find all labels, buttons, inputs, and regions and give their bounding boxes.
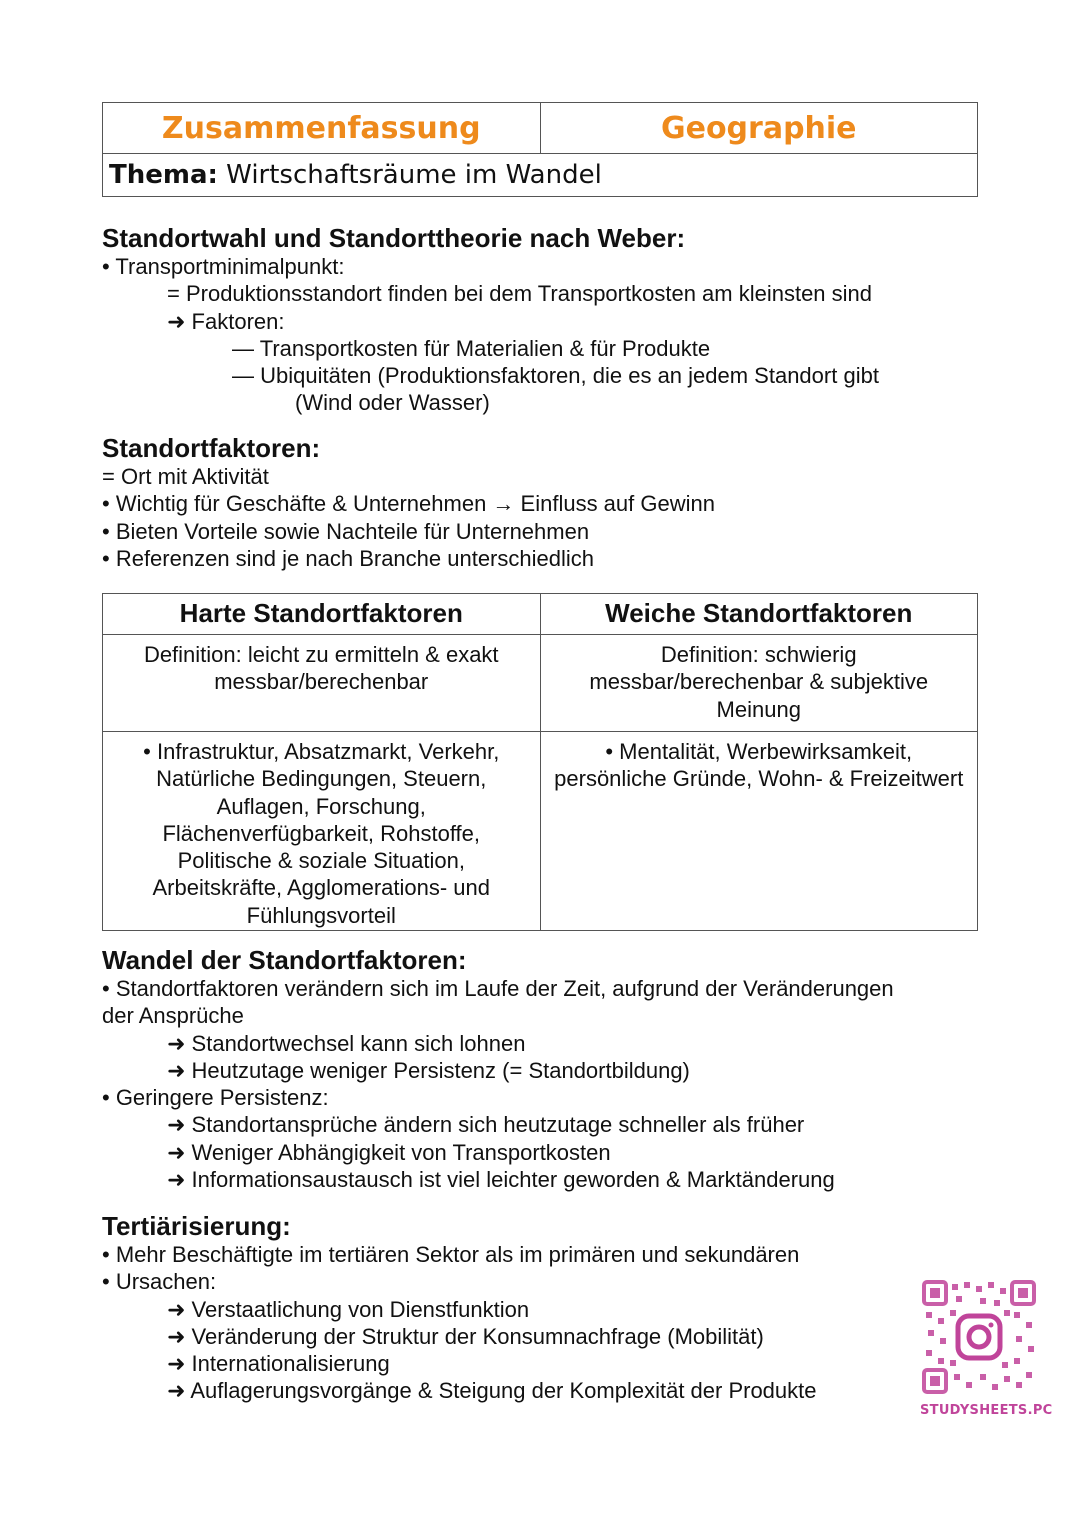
list-item: ➜ Auflagerungsvorgänge & Steigung der Komplexität der Produkte	[167, 1378, 817, 1404]
topic-row	[103, 154, 977, 196]
list-item: ➜ Internationalisierung	[167, 1351, 390, 1377]
section-title: Tertiärisierung:	[102, 1211, 291, 1241]
watermark-text: STUDYSHEETS.PC	[920, 1403, 1053, 1418]
list-item: ➜ Weniger Abhängigkeit von Transportkosten	[167, 1139, 611, 1165]
standortfaktoren-table	[102, 593, 978, 931]
section-title: Wandel der Standortfaktoren:	[102, 945, 467, 975]
list-item: • Referenzen sind je nach Branche unterschiedlich	[102, 545, 594, 571]
list-item: • Transportminimalpunkt:	[102, 254, 345, 279]
instagram-qr-icon	[920, 1278, 1038, 1396]
hard-factors-header: Harte Standortfaktoren	[103, 594, 541, 635]
list-item: ➜ Verstaatlichung von Dienstfunktion	[167, 1296, 530, 1322]
list-item: = Produktionsstandort finden bei dem Transportkosten am kleinsten sind	[167, 281, 873, 307]
list-item: • Ursachen:	[102, 1269, 217, 1295]
list-item: der Ansprüche	[102, 1003, 244, 1029]
soft-factors-header: Weiche Standortfaktoren	[540, 594, 978, 635]
subject-title: Geographie	[540, 103, 978, 153]
list-item: (Wind oder Wasser)	[295, 390, 490, 416]
list-item: ➜ Standortwechsel kann sich lohnen	[167, 1030, 526, 1056]
hard-examples: • Infrastruktur, Absatzmarkt, Verkehr, Natürliche Bedingungen, Steuern, Auflagen, Forschung, Flächenverfügbarkeit, Rohstoffe, Politische & soziale Situation, Arbeitskräfte, Agglomerations- und Fühlungsvorteil	[103, 732, 541, 931]
soft-definition: Definition: schwierig messbar/berechenbar & subjektive Meinung	[540, 635, 978, 732]
section-weber	[102, 223, 978, 417]
list-item: ➜ Faktoren:	[167, 308, 285, 334]
list-item: — Transportkosten für Materialien & für Produkte	[232, 335, 711, 361]
section-title: Standortwahl und Standorttheorie nach Weber:	[102, 223, 686, 253]
section-standortfaktoren	[102, 433, 978, 572]
hard-definition: Definition: leicht zu ermitteln & exakt messbar/berechenbar	[103, 635, 541, 732]
topic-value: Wirtschaftsräume im Wandel	[217, 160, 602, 190]
list-item: • Standortfaktoren verändern sich im Laufe der Zeit, aufgrund der Veränderungen	[102, 976, 894, 1001]
list-item: • Bieten Vorteile sowie Nachteile für Unternehmen	[102, 518, 590, 544]
document-page	[102, 102, 978, 1404]
soft-examples: • Mentalität, Werbewirksamkeit, persönliche Gründe, Wohn- & Freizeitwert	[540, 732, 978, 931]
list-item: ➜ Standortansprüche ändern sich heutzutage schneller als früher	[167, 1112, 805, 1138]
list-item: • Geringere Persistenz:	[102, 1085, 329, 1111]
list-item: ➜ Veränderung der Struktur der Konsumnachfrage (Mobilität)	[167, 1323, 764, 1349]
section-tertiaerisierung	[102, 1211, 978, 1405]
summary-title: Zusammenfassung	[161, 110, 481, 146]
studysheets-watermark	[920, 1278, 1053, 1418]
list-item: ➜ Heutzutage weniger Persistenz (= Standortbildung)	[167, 1057, 690, 1083]
section-title: Standortfaktoren:	[102, 433, 321, 463]
list-item: • Wichtig für Geschäfte & Unternehmen → Einfluss auf Gewinn	[102, 491, 715, 517]
list-item: • Mehr Beschäftigte im tertiären Sektor als im primären und sekundären	[102, 1242, 800, 1267]
list-item: = Ort mit Aktivität	[102, 464, 269, 489]
section-wandel	[102, 945, 978, 1193]
list-item: ➜ Informationsaustausch ist viel leichter geworden & Marktänderung	[167, 1167, 835, 1193]
list-item: — Ubiquitäten (Produktionsfaktoren, die es an jedem Standort gibt	[232, 363, 879, 389]
header-box	[102, 102, 978, 197]
topic-label: Thema:	[109, 160, 218, 190]
